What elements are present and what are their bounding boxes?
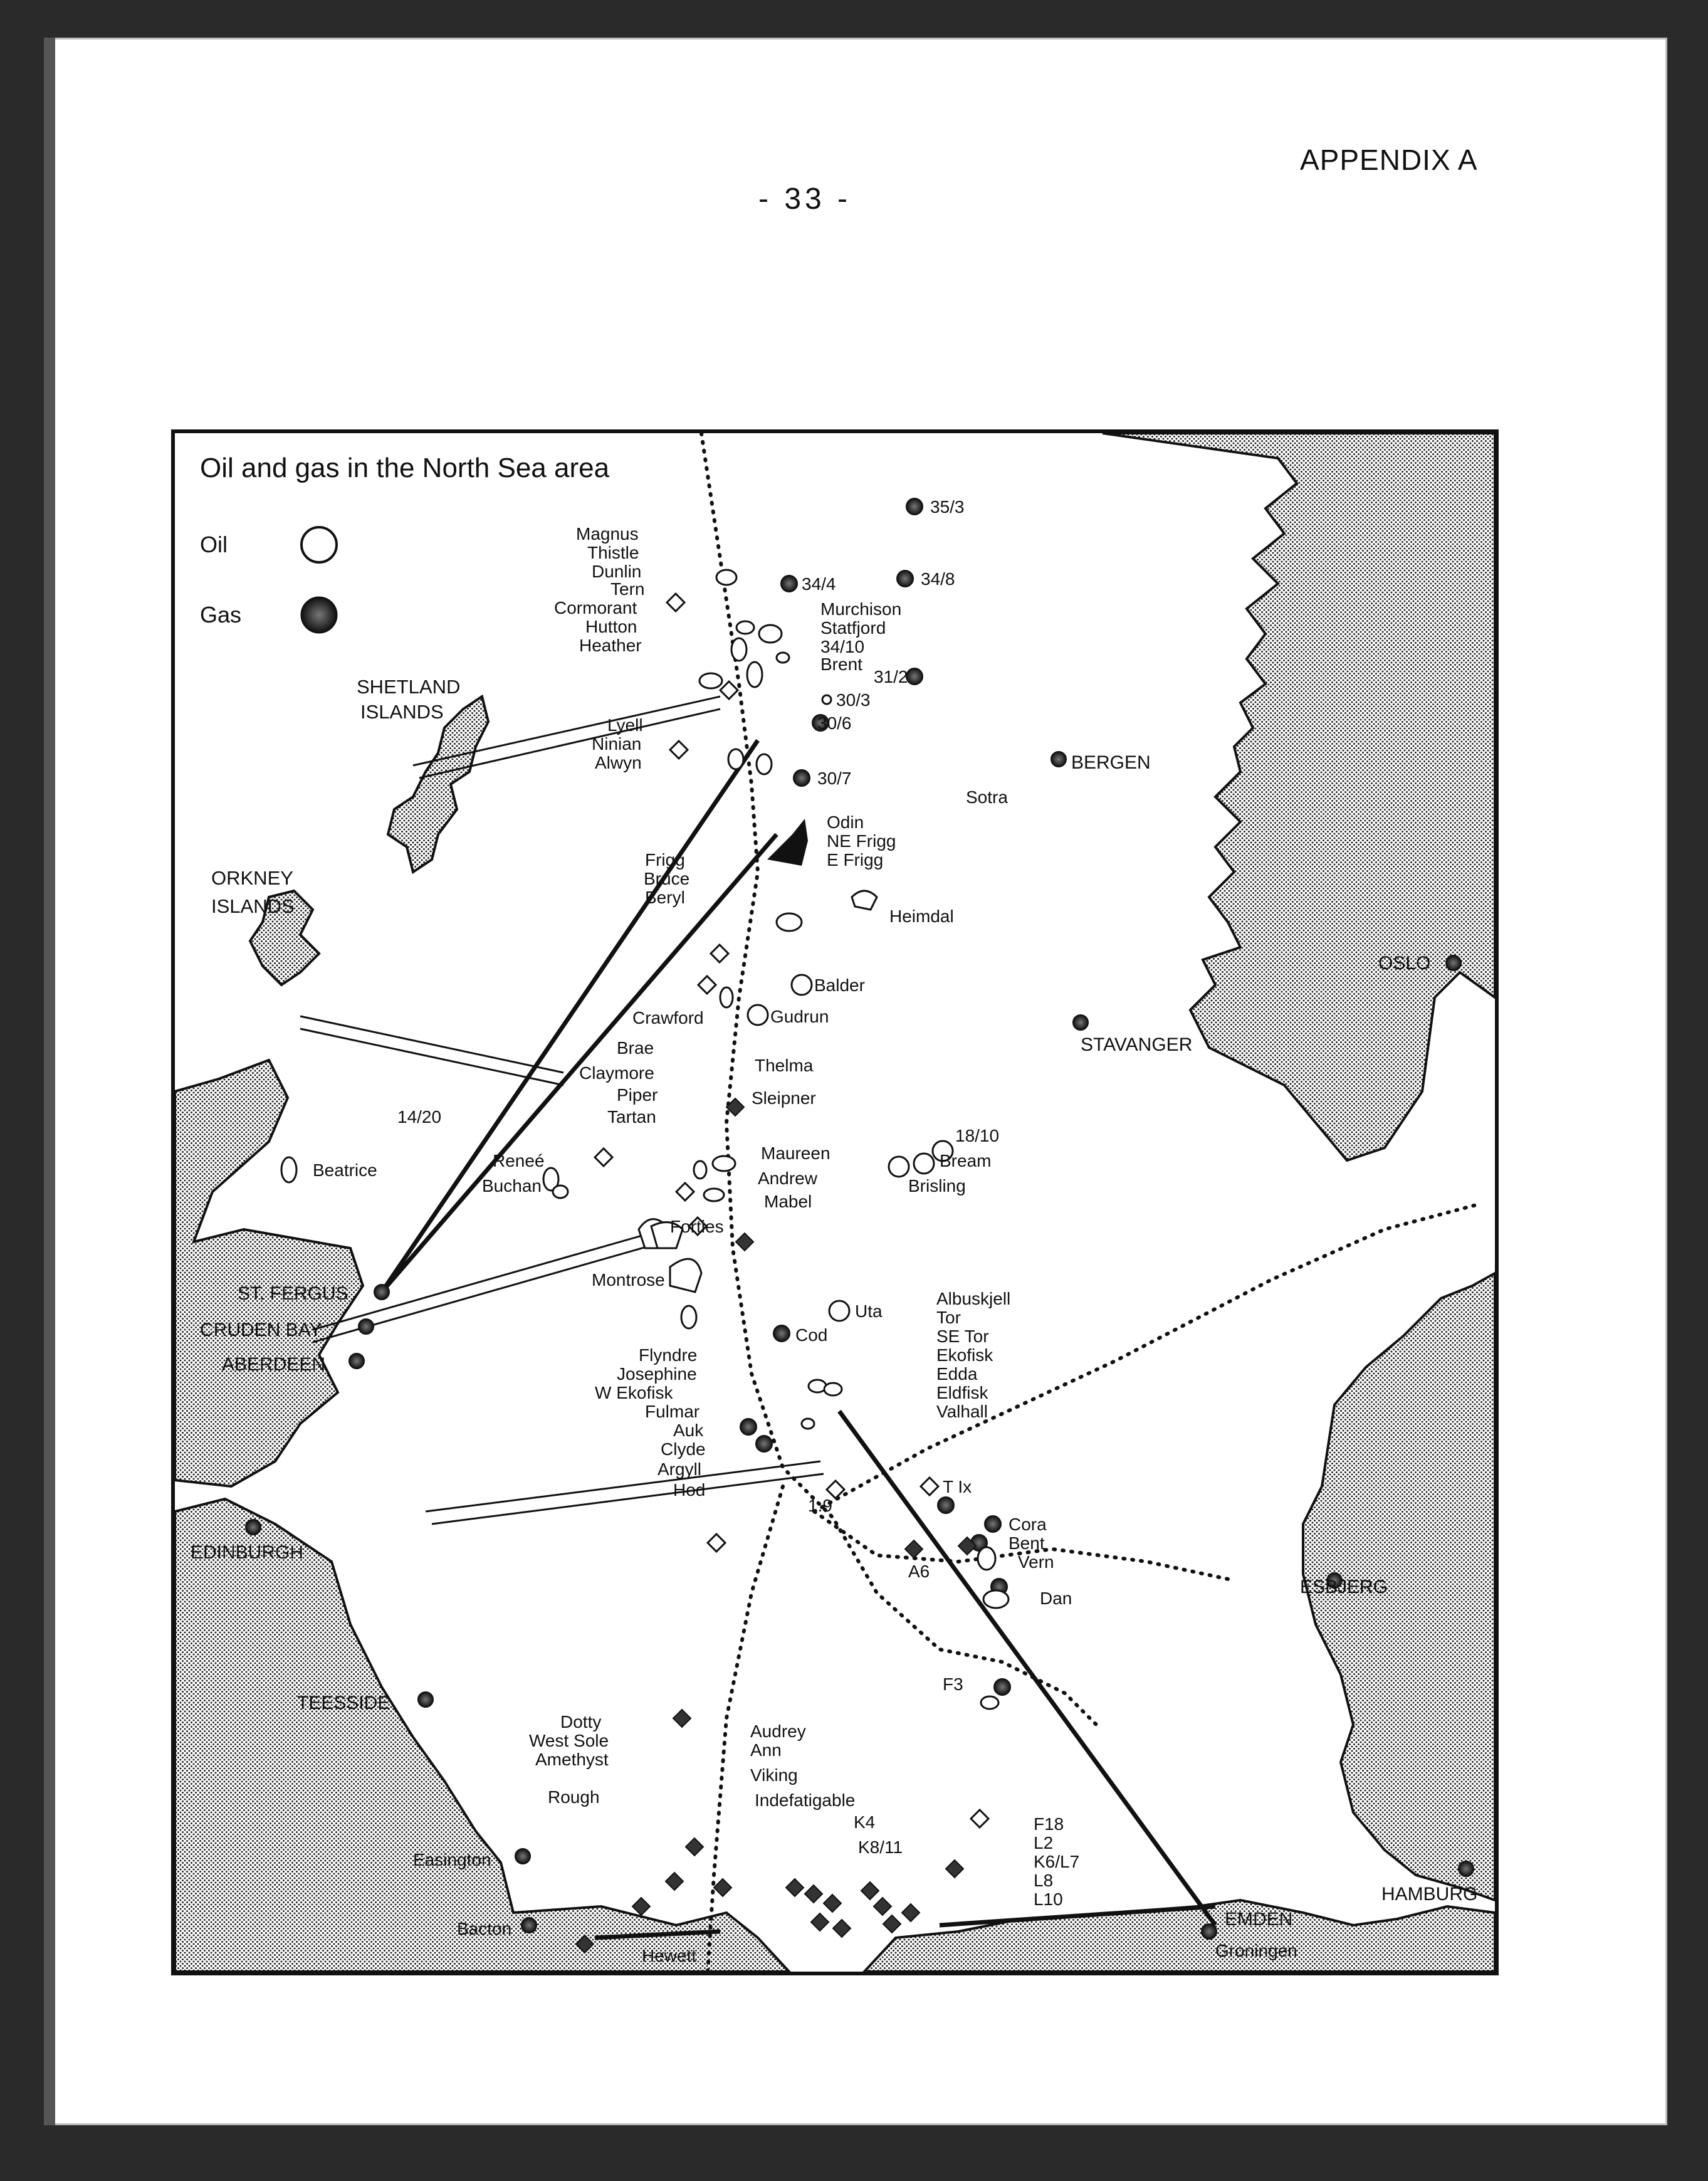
field-34-8: 34/8 <box>921 569 955 589</box>
field-l2: L2 <box>1034 1833 1054 1853</box>
field-k4: K4 <box>854 1812 876 1832</box>
field-uta: Uta <box>855 1301 883 1321</box>
city-teesside: TEESSIDE <box>297 1693 390 1713</box>
field-heather: Heather <box>579 636 642 655</box>
field-l8: L8 <box>1034 1871 1054 1890</box>
field-auk: Auk <box>673 1421 704 1440</box>
field-dotty: Dotty <box>560 1712 602 1732</box>
city-aberdeen: ABERDEEN <box>222 1354 326 1375</box>
field-dunlin: Dunlin <box>592 562 642 581</box>
field-eldfisk: Eldfisk <box>936 1383 988 1402</box>
field-josephine: Josephine <box>617 1364 697 1384</box>
field-bream: Bream <box>940 1151 992 1170</box>
field-cod: Cod <box>795 1325 828 1345</box>
field-thelma: Thelma <box>755 1056 814 1075</box>
field-flyndre: Flyndre <box>639 1345 698 1365</box>
scotland-landmass <box>175 1060 363 1486</box>
field-balder: Balder <box>814 975 865 995</box>
field-ne-frigg: NE Frigg <box>827 831 896 851</box>
region-orkney-2: ISLANDS <box>211 895 295 917</box>
field-ninian: Ninian <box>592 734 642 754</box>
field-ann: Ann <box>750 1740 782 1760</box>
field-thistle: Thistle <box>587 543 639 562</box>
field-k8-11: K8/11 <box>858 1837 903 1857</box>
field-west-sole: West Sole <box>529 1731 609 1750</box>
city-easington: Easington <box>413 1850 491 1869</box>
page-number: - 33 - <box>758 182 852 216</box>
field-odin: Odin <box>827 812 864 832</box>
field-montrose: Montrose <box>592 1270 665 1290</box>
field-brae: Brae <box>617 1038 654 1058</box>
city-st-fergus: ST. FERGUS <box>238 1283 348 1304</box>
city-emden: EMDEN <box>1225 1909 1293 1930</box>
field-heimdal: Heimdal <box>889 907 954 926</box>
field-mabel: Mabel <box>764 1192 812 1211</box>
map-title: Oil and gas in the North Sea area <box>200 453 610 483</box>
field-w-ekofisk: W Ekofisk <box>595 1383 673 1402</box>
field-35-3: 35/3 <box>930 497 965 517</box>
field-buchan: Buchan <box>482 1176 542 1196</box>
field-lyell: Lyell <box>607 715 643 735</box>
field-bruce: Bruce <box>644 869 690 888</box>
city-cruden-bay: CRUDEN BAY <box>200 1320 322 1340</box>
appendix-heading: APPENDIX A <box>1300 144 1478 176</box>
shetland-islands <box>388 696 488 872</box>
field-maureen: Maureen <box>761 1143 830 1163</box>
field-alwyn: Alwyn <box>595 753 642 772</box>
city-sotra: Sotra <box>966 787 1008 807</box>
frigg-cluster <box>767 819 808 866</box>
field-31-2: 31/2 <box>874 667 908 686</box>
field-hod: Hod <box>673 1480 706 1500</box>
city-stavanger: STAVANGER <box>1081 1034 1193 1055</box>
field-albuskjell: Albuskjell <box>936 1289 1011 1308</box>
oil-field-markers <box>281 570 1009 1709</box>
field-34-10: 34/10 <box>820 637 865 656</box>
field-audrey: Audrey <box>750 1721 806 1741</box>
field-andrew: Andrew <box>758 1169 817 1188</box>
field-a6: A6 <box>908 1562 930 1581</box>
region-shetland: SHETLAND <box>357 676 461 698</box>
legend-oil-symbol <box>301 527 337 562</box>
field-30-6: 30/6 <box>817 713 852 733</box>
field-t-ix: T Ix <box>943 1477 972 1496</box>
field-crawford: Crawford <box>632 1008 704 1027</box>
field-fulmar: Fulmar <box>645 1402 700 1421</box>
field-cora: Cora <box>1009 1515 1047 1534</box>
field-argyll: Argyll <box>658 1459 702 1479</box>
field-hewett: Hewett <box>642 1946 697 1965</box>
city-bacton: Bacton <box>457 1919 512 1938</box>
field-e-frigg: E Frigg <box>827 850 884 870</box>
field-beatrice: Beatrice <box>313 1160 377 1180</box>
field-l10: L10 <box>1034 1889 1063 1909</box>
north-sea-map <box>171 429 1499 1975</box>
field-30-3: 30/3 <box>836 690 871 710</box>
city-oslo: OSLO <box>1378 953 1431 974</box>
field-viking: Viking <box>750 1765 798 1785</box>
city-groningen: Groningen <box>1215 1941 1297 1960</box>
gas-diamond-markers <box>576 1098 976 1953</box>
field-beryl: Beryl <box>645 888 685 907</box>
england-landmass <box>175 1499 789 1972</box>
field-indefatigable: Indefatigable <box>755 1790 856 1810</box>
field-tartan: Tartan <box>607 1107 656 1127</box>
region-shetland-2: ISLANDS <box>360 701 444 723</box>
city-edinburgh: EDINBURGH <box>191 1542 304 1563</box>
field-clyde: Clyde <box>661 1439 706 1459</box>
city-esbjerg: ESBJERG <box>1300 1577 1388 1597</box>
field-tor: Tor <box>936 1308 961 1327</box>
legend-gas-symbol <box>301 597 337 633</box>
field-sleipner: Sleipner <box>752 1088 816 1108</box>
field-30-7: 30/7 <box>817 769 852 788</box>
field-piper: Piper <box>617 1085 658 1105</box>
field-vern: Vern <box>1018 1552 1054 1572</box>
field-claymore: Claymore <box>579 1063 654 1083</box>
field-18-10: 18/10 <box>955 1126 1000 1145</box>
field-brent: Brent <box>820 654 862 674</box>
field-14-20: 14/20 <box>397 1107 442 1127</box>
field-edda: Edda <box>936 1364 978 1384</box>
field-valhall: Valhall <box>936 1402 988 1421</box>
field-hutton: Hutton <box>585 617 637 636</box>
city-bergen: BERGEN <box>1071 752 1151 773</box>
city-hamburg: HAMBURG <box>1381 1884 1478 1905</box>
field-forties: Forties <box>670 1217 724 1236</box>
field-f18: F18 <box>1034 1814 1064 1834</box>
legend-oil-label: Oil <box>200 532 228 557</box>
field-brisling: Brisling <box>908 1176 966 1196</box>
field-bent: Bent <box>1009 1533 1045 1553</box>
field-1-9: 1.9 <box>808 1496 832 1515</box>
field-statfjord: Statfjord <box>820 618 886 638</box>
field-tern: Tern <box>610 579 645 599</box>
legend-gas-label: Gas <box>200 602 242 628</box>
field-34-4: 34/4 <box>802 574 836 594</box>
field-rough: Rough <box>548 1787 600 1807</box>
field-magnus: Magnus <box>576 524 639 544</box>
region-orkney: ORKNEY <box>211 867 293 889</box>
field-cormorant: Cormorant <box>554 598 637 618</box>
field-murchison: Murchison <box>820 599 902 619</box>
page-binding-edge <box>44 38 55 2125</box>
field-renee: Reneé <box>493 1151 545 1170</box>
field-amethyst: Amethyst <box>535 1750 609 1769</box>
field-ekofisk: Ekofisk <box>936 1345 993 1365</box>
map-canvas <box>175 433 1495 1972</box>
field-gudrun: Gudrun <box>770 1007 829 1026</box>
field-dan: Dan <box>1040 1589 1072 1608</box>
field-frigg: Frigg <box>645 850 685 870</box>
field-se-tor: SE Tor <box>936 1327 989 1346</box>
field-f3: F3 <box>943 1674 963 1694</box>
field-k6-l7: K6/L7 <box>1034 1852 1080 1871</box>
